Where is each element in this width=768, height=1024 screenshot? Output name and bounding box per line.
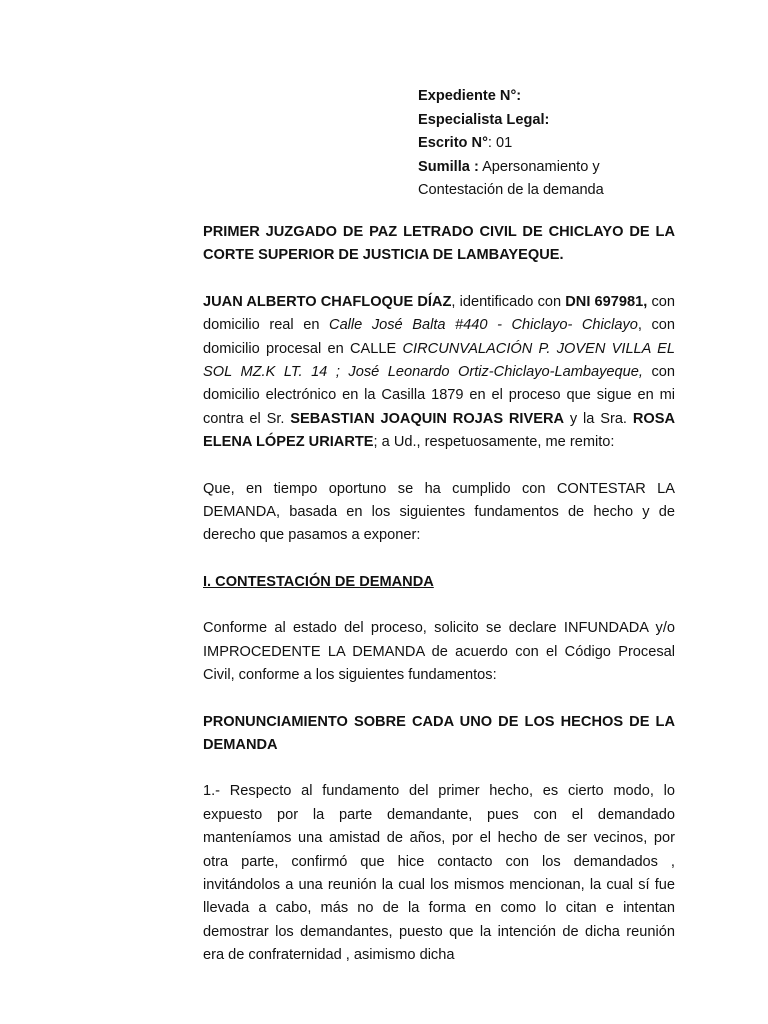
- escrito-label: Escrito N°: [418, 135, 488, 151]
- sumilla-value: Apersonamiento y: [478, 158, 600, 175]
- expediente-label: Expediente N°:: [418, 88, 522, 104]
- expediente-line: [418, 85, 718, 109]
- intro-paragraph: JUAN ALBERTO CHAFLOQUE DÍAZ, identificado con DNI 697981, con domicilio real en Calle José Balta #440 - Chiclayo- Chiclayo, con domicilio procesal en CALLE CIRCUNVALACIÓN P. JOVEN VILLA EL SOL MZ.K LT. 14 ; José Leonardo Ortiz-Chiclayo-Lambayeque, con domicilio electrónico en la Casilla 1879 en el proceso que sigue en mi contra el Sr. SEBASTIAN JOAQUIN ROJAS RIVERA y la Sra. ROSA ELENA LÓPEZ URIARTE; a Ud., respetuosamente, me remito:: [203, 293, 676, 451]
- escrito-value: : 01: [487, 135, 513, 151]
- party-name-2: ROSA ELENA LÓPEZ URIARTE: [203, 410, 675, 451]
- section-heading-contestacion: I. CONTESTACIÓN DE DEMANDA: [203, 573, 434, 590]
- real-address: Calle José Balta #440 - Chiclayo- Chiclayo: [329, 317, 638, 334]
- document-body: [203, 221, 675, 968]
- sumilla-line-2: [418, 179, 718, 203]
- case-header: [418, 85, 718, 203]
- plaintiff-name: JUAN ALBERTO CHAFLOQUE DÍAZ: [203, 293, 452, 310]
- sumilla-value-continued: Contestación de la demanda: [418, 182, 604, 198]
- escrito-line: [418, 132, 718, 156]
- dni-number: DNI 697981,: [565, 293, 648, 310]
- court-addressee: PRIMER JUZGADO DE PAZ LETRADO CIVIL DE CHICLAYO DE LA CORTE SUPERIOR DE JUSTICIA DE LAMBAYEQUE.: [203, 224, 675, 264]
- conforme-paragraph: Conforme al estado del proceso, solicito se declare INFUNDADA y/o IMPROCEDENTE LA DEMANDA de acuerdo con el Código Procesal Civil, conforme a los siguientes fundamentos:: [203, 620, 675, 684]
- sumilla-line: [418, 156, 718, 180]
- paragraph-fact-1: 1.- Respecto al fundamento del primer hecho, es cierto modo, lo expuesto por la parte demandante, pues con el demandado manteníamos una amistad de años, por el hecho de ser vecinos, por otra parte, confirmó que hice contacto con los demandados , invitándolos a una reunión la cual los mismos mencionan, la cual sí fue llevada a cabo, más no de la forma en como lo citan e intentan demostrar los demandantes, puesto que la intención de dicha reunión era de confraternidad , asimismo dicha: [203, 783, 675, 964]
- subsection-heading-pronunciamiento: PRONUNCIAMIENTO SOBRE CADA UNO DE LOS HECHOS DE LA DEMANDA: [203, 713, 675, 753]
- que-paragraph: Que, en tiempo oportuno se ha cumplido con CONTESTAR LA DEMANDA, basada en los siguientes fundamentos de hecho y de derecho que pasamos a exponer:: [203, 480, 675, 544]
- especialista-line: [418, 109, 718, 133]
- party-name-1: SEBASTIAN JOAQUIN ROJAS RIVERA: [290, 410, 565, 427]
- sumilla-label: Sumilla :: [418, 158, 479, 175]
- especialista-label: Especialista Legal:: [418, 111, 550, 128]
- procedural-address: CIRCUNVALACIÓN P. JOVEN VILLA EL SOL MZ.K LT. 14 ; José Leonardo Ortiz-Chiclayo-Lambayeque,: [203, 340, 675, 381]
